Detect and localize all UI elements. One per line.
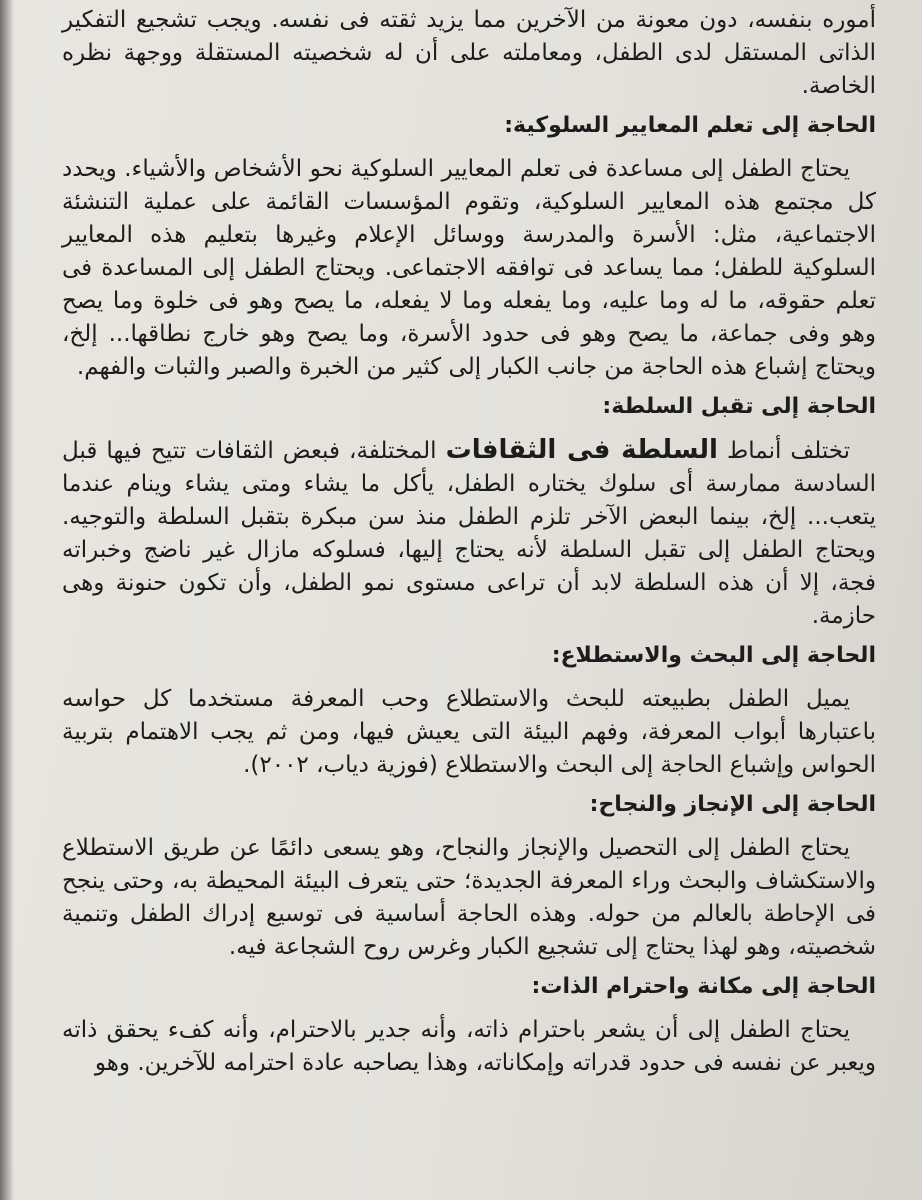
section-heading: الحاجة إلى الإنجاز والنجاح : [62,788,876,822]
section-exploration [62,639,876,782]
section-accept-authority [62,390,876,633]
section-body: يحتاج الطفل إلى أن يشعر باحترام ذاته، وأنه جدير بالاحترام، وأنه كفء يحقق ذاته ويعبر عن نفسه فى حدود قدراته وإمكاناته، وهذا يصاحبه عادة احترامه للآخرين. وهو [62,1017,876,1076]
section-heading: الحاجة إلى البحث والاستطلاع : [62,639,876,673]
section-heading: الحاجة إلى تقبل السلطة : [62,390,876,424]
section-heading: الحاجة إلى مكانة واحترام الذات : [62,970,876,1004]
intro-paragraph: أموره بنفسه، دون معونة من الآخرين مما يزيد ثقته فى نفسه. ويجب تشجيع التفكير الذاتى المستقل لدى الطفل، ومعاملته على أن له شخصيته المستقلة ووجهة نظره الخاصة. [62,7,876,99]
section-body [62,434,876,633]
section-achievement [62,788,876,964]
body-text-end: المختلفة، فبعض الثقافات تتيح فيها قبل السادسة ممارسة أى سلوك يختاره الطفل، يأكل ما يشاء ومتى يشاء وينام عندما يتعب... إلخ، بينما البعض الآخر تلزم الطفل منذ سن مبكرة بتقبل السلطة والتوجيه. ويحتاج الطفل إلى تقبل السلطة لأنه يحتاج إليها، فسلوكه مازال غير ناضج وخبراته فجة، إلا أن هذه السلطة لابد أن تراعى مستوى نمو الطفل، وأن تكون حنونة وهى حازمة. [62,438,876,629]
body-bold-phrase: السلطة فى الثقافات [445,435,718,465]
body-text-start: تختلف أنماط [727,438,851,464]
section-body: يحتاج الطفل إلى مساعدة فى تعلم المعايير السلوكية نحو الأشخاص والأشياء. ويحدد كل مجتمع هذه المعايير السلوكية، وتقوم المؤسسات القائمة على عملية التنشئة الاجتماعية، مثل: الأسرة والمدرسة ووسائل الإعلام وغيرها بتعليم هذه المعايير السلوكية للطفل؛ مما يساعد فى توافقه الاجتماعى. ويحتاج الطفل إلى المساعدة فى تعلم حقوقه، ما له وما عليه، وما يفعله وما لا يفعله، ما يصح وهو فى خلوة وما يصح وهو وفى جماعة، ما يصح وهو فى حدود الأسرة، وما يصح وهو خارج نطاقها... إلخ، ويحتاج إشباع هذه الحاجة من جانب الكبار إلى كثير من الخبرة والصبر والثبات والفهم. [62,156,876,380]
section-body: يميل الطفل بطبيعته للبحث والاستطلاع وحب المعرفة مستخدما كل حواسه باعتبارها أبواب المعرفة، وفهم البيئة التى يعيش فيها، ومن ثم يجب الاهتمام بتربية الحواس وإشباع الحاجة إلى البحث والاستطلاع (فوزية دياب، ٢٠٠٢). [62,686,876,778]
section-body: يحتاج الطفل إلى التحصيل والإنجاز والنجاح، وهو يسعى دائمًا عن طريق الاستطلاع والاستكشاف والبحث وراء المعرفة الجديدة؛ حتى يتعرف البيئة المحيطة به، وحتى ينجح فى الإحاطة بالعالم من حوله. وهذه الحاجة أساسية فى توسيع إدراك الطفل وتنمية شخصيته، وهو لهذا يحتاج إلى تشجيع الكبار وغرس روح الشجاعة فيه. [62,835,876,960]
section-behavior-standards [62,109,876,384]
page-edge-shadow [0,0,14,1200]
section-self-respect [62,970,876,1080]
section-heading: الحاجة إلى تعلم المعايير السلوكية : [62,109,876,143]
